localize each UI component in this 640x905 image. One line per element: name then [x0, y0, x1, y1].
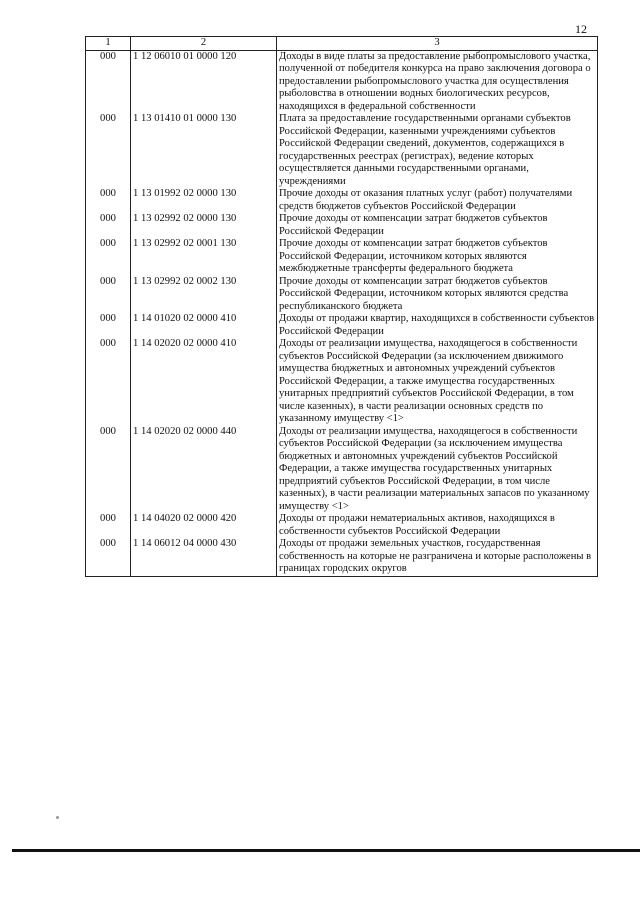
- revenue-code-cell: 1 12 06010 01 0000 120: [131, 50, 277, 113]
- revenue-code-cell: 1 14 01020 02 0000 410: [131, 313, 277, 338]
- revenue-description-cell: Доходы от реализации имущества, находящегося в собственности субъектов Российской Федерации (за исключением движимого имущества бюджетных и автономных учреждений субъектов Российской Федерации, а также имущества государственных унитарных предприятий субъектов Российской Федерации, в том числе казенных), в части реализации основных средств по указанному имуществу <1>: [277, 338, 598, 426]
- revenue-description-cell: Прочие доходы от компенсации затрат бюджетов субъектов Российской Федерации, источником которых являются межбюджетные трансферты федерального бюджета: [277, 238, 598, 276]
- revenue-codes-table: [85, 36, 598, 577]
- table-header-row: [86, 37, 598, 51]
- admin-code-cell: 000: [86, 276, 131, 314]
- table-row: [86, 188, 598, 213]
- admin-code-cell: 000: [86, 313, 131, 338]
- revenue-description-cell: Плата за предоставление государственными органами субъектов Российской Федерации, казенными учреждениями субъектов Российской Федерации сведений, документов, содержащихся в государственных реестрах (регистрах), ведение которых осуществляется данными государственными органами, учреждениями: [277, 113, 598, 188]
- table-row: [86, 238, 598, 276]
- revenue-code-cell: 1 14 04020 02 0000 420: [131, 513, 277, 538]
- column-header-1: 1: [86, 37, 131, 51]
- revenue-description-cell: Прочие доходы от компенсации затрат бюджетов субъектов Российской Федерации, источником которых являются средства республиканского бюджета: [277, 276, 598, 314]
- table-row: [86, 313, 598, 338]
- revenue-code-cell: 1 14 02020 02 0000 440: [131, 426, 277, 514]
- table-row: [86, 538, 598, 576]
- admin-code-cell: 000: [86, 188, 131, 213]
- admin-code-cell: 000: [86, 426, 131, 514]
- admin-code-cell: 000: [86, 538, 131, 576]
- table-row: [86, 338, 598, 426]
- revenue-code-cell: 1 13 01410 01 0000 130: [131, 113, 277, 188]
- admin-code-cell: 000: [86, 338, 131, 426]
- revenue-code-cell: 1 13 02992 02 0001 130: [131, 238, 277, 276]
- revenue-description-cell: Доходы от продажи земельных участков, государственная собственность на которые не разграничена и которые расположены в границах городских округов: [277, 538, 598, 576]
- bottom-rule: [12, 849, 640, 852]
- revenue-description-cell: Доходы от реализации имущества, находящегося в собственности субъектов Российской Федерации (за исключением имущества бюджетных и автономных учреждений субъектов Российской Федерации, а также имущества государственных унитарных предприятий субъектов Российской Федерации, в том числе казенных), в части реализации материальных запасов по указанному имуществу <1>: [277, 426, 598, 514]
- table-row: [86, 50, 598, 113]
- admin-code-cell: 000: [86, 513, 131, 538]
- admin-code-cell: 000: [86, 50, 131, 113]
- admin-code-cell: 000: [86, 238, 131, 276]
- revenue-code-cell: 1 14 06012 04 0000 430: [131, 538, 277, 576]
- table-row: [86, 113, 598, 188]
- revenue-description-cell: Прочие доходы от компенсации затрат бюджетов субъектов Российской Федерации: [277, 213, 598, 238]
- revenue-code-cell: 1 13 02992 02 0002 130: [131, 276, 277, 314]
- admin-code-cell: 000: [86, 113, 131, 188]
- admin-code-cell: 000: [86, 213, 131, 238]
- revenue-description-cell: Прочие доходы от оказания платных услуг (работ) получателями средств бюджетов субъектов Российской Федерации: [277, 188, 598, 213]
- column-header-2: 2: [131, 37, 277, 51]
- table-row: [86, 213, 598, 238]
- revenue-description-cell: Доходы в виде платы за предоставление рыбопромыслового участка, полученной от победителя конкурса на право заключения договора о предоставлении рыбопромыслового участка для осуществления рыболовства в отношении водных биологических ресурсов, находящихся в федеральной собственности: [277, 50, 598, 113]
- revenue-description-cell: Доходы от продажи нематериальных активов, находящихся в собственности субъектов Российской Федерации: [277, 513, 598, 538]
- revenue-code-cell: 1 13 02992 02 0000 130: [131, 213, 277, 238]
- page-number: 12: [575, 22, 587, 36]
- revenue-code-cell: 1 14 02020 02 0000 410: [131, 338, 277, 426]
- table-row: [86, 426, 598, 514]
- scan-speck: [56, 816, 59, 819]
- table-row: [86, 276, 598, 314]
- revenue-code-cell: 1 13 01992 02 0000 130: [131, 188, 277, 213]
- column-header-3: 3: [277, 37, 598, 51]
- revenue-description-cell: Доходы от продажи квартир, находящихся в собственности субъектов Российской Федерации: [277, 313, 598, 338]
- table-row: [86, 513, 598, 538]
